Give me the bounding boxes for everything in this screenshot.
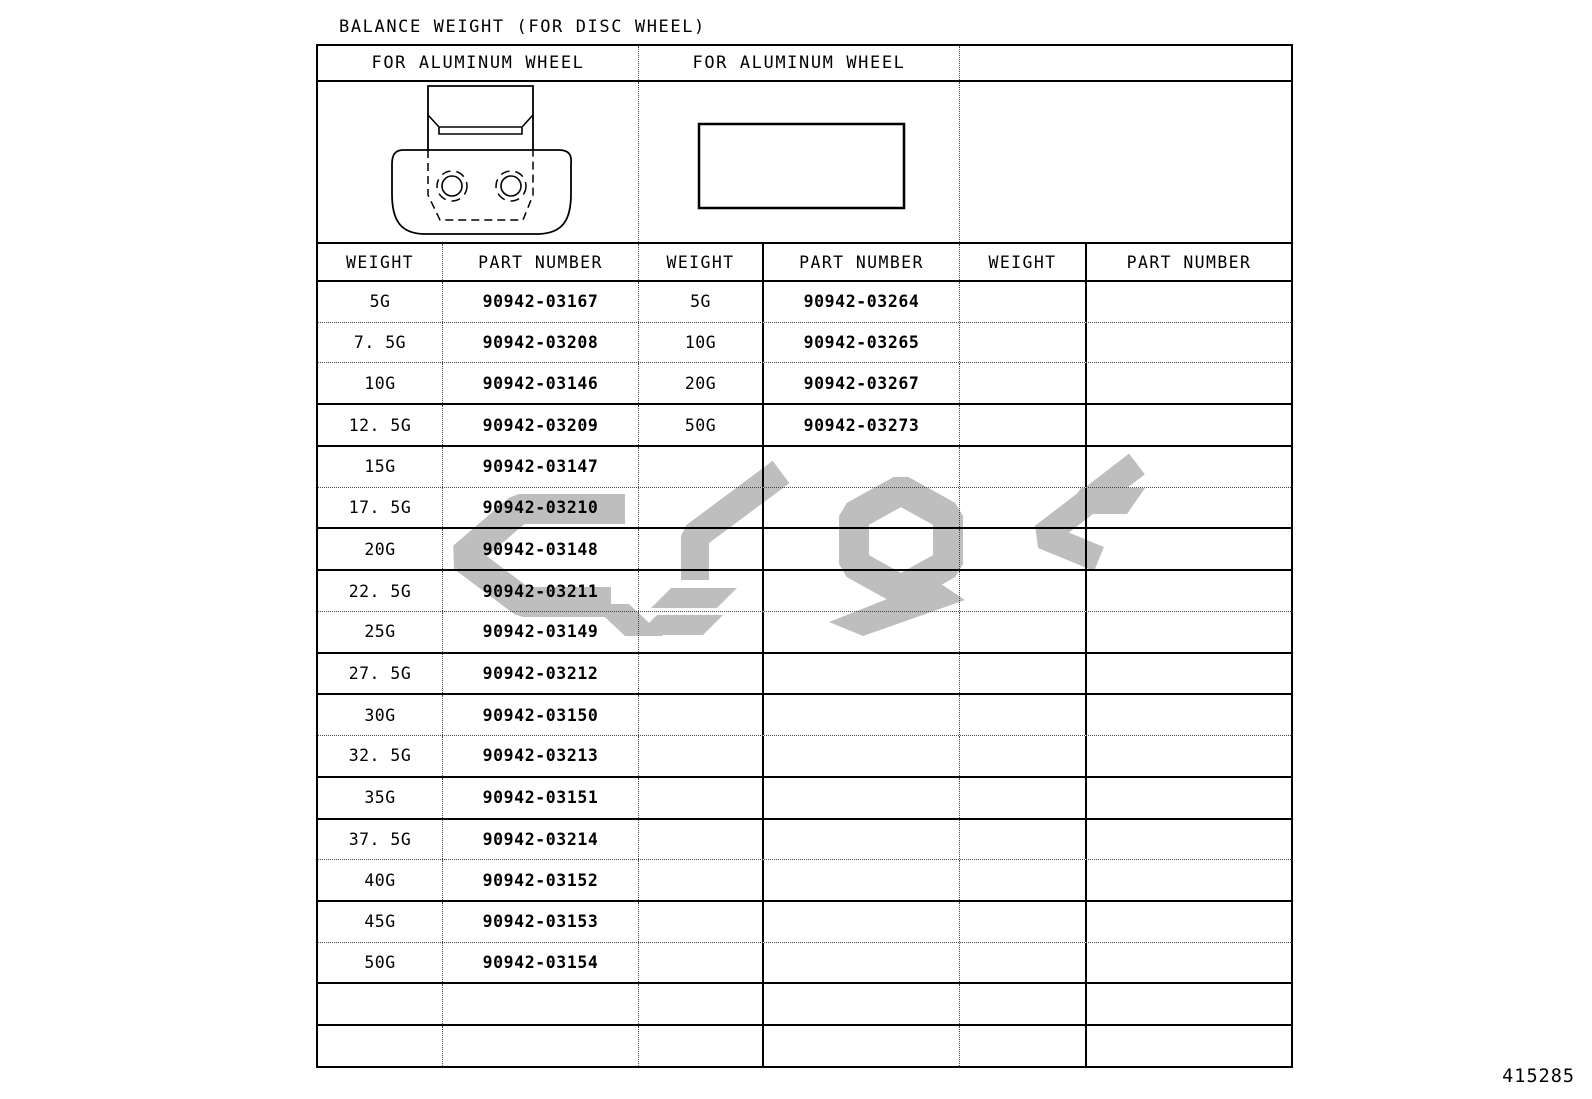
weight-cell bbox=[960, 943, 1087, 983]
weight-cell bbox=[318, 860, 443, 900]
table-row bbox=[318, 776, 1291, 818]
part-number-cell bbox=[1087, 612, 1291, 652]
part-number-value: 90942-03148 bbox=[482, 539, 599, 559]
weight-column-header bbox=[639, 244, 764, 280]
weight-value: 15G bbox=[364, 457, 396, 477]
column-header-band bbox=[318, 242, 1291, 280]
table-row bbox=[318, 859, 1291, 900]
weight-value: 32. 5G bbox=[348, 746, 412, 766]
table-row bbox=[318, 322, 1291, 363]
column-header-label: WEIGHT bbox=[345, 252, 414, 272]
weight-value: 20G bbox=[364, 539, 396, 559]
table-row bbox=[318, 652, 1291, 694]
weight-cell bbox=[960, 984, 1087, 1024]
weight-cell bbox=[639, 282, 764, 322]
part-number-cell bbox=[1087, 363, 1291, 403]
weight-cell bbox=[318, 363, 443, 403]
part-number-cell bbox=[1087, 943, 1291, 983]
part-number-value: 90942-03154 bbox=[482, 953, 599, 973]
part-number-cell bbox=[443, 363, 639, 403]
part-number-cell bbox=[1087, 860, 1291, 900]
weight-cell bbox=[318, 695, 443, 735]
weight-value: 5G bbox=[369, 292, 391, 312]
weight-cell bbox=[960, 529, 1087, 569]
part-number-cell bbox=[443, 323, 639, 363]
part-number-cell bbox=[1087, 984, 1291, 1024]
weight-value: 20G bbox=[684, 373, 717, 393]
group-header-1 bbox=[639, 46, 960, 80]
part-number-cell bbox=[443, 529, 639, 569]
group-header-2 bbox=[960, 46, 1291, 80]
part-number-column-header bbox=[764, 244, 960, 280]
part-number-cell bbox=[764, 363, 960, 403]
part-number-value: 90942-03152 bbox=[482, 870, 599, 890]
weight-cell bbox=[639, 323, 764, 363]
parts-table bbox=[316, 44, 1293, 1068]
part-number-cell bbox=[764, 736, 960, 776]
part-number-value: 90942-03265 bbox=[803, 333, 920, 353]
weight-value: 50G bbox=[684, 415, 717, 435]
part-number-cell bbox=[1087, 571, 1291, 611]
weight-cell bbox=[318, 1026, 443, 1066]
weight-value: 35G bbox=[364, 788, 396, 808]
part-number-cell bbox=[443, 282, 639, 322]
weight-cell bbox=[639, 860, 764, 900]
weight-cell bbox=[318, 984, 443, 1024]
weight-cell bbox=[318, 571, 443, 611]
weight-cell bbox=[960, 778, 1087, 818]
weight-cell bbox=[639, 778, 764, 818]
part-number-value: 90942-03147 bbox=[482, 457, 599, 477]
weight-cell bbox=[639, 902, 764, 942]
weight-cell bbox=[318, 405, 443, 445]
part-number-cell bbox=[764, 282, 960, 322]
part-number-cell bbox=[764, 529, 960, 569]
part-number-cell bbox=[443, 488, 639, 528]
part-number-cell bbox=[1087, 323, 1291, 363]
weight-value: 10G bbox=[684, 333, 717, 353]
part-number-cell bbox=[764, 323, 960, 363]
weight-cell bbox=[639, 820, 764, 860]
weight-cell bbox=[960, 363, 1087, 403]
weight-cell bbox=[639, 943, 764, 983]
table-row bbox=[318, 280, 1291, 322]
part-number-value: 90942-03211 bbox=[482, 581, 599, 601]
part-number-value: 90942-03150 bbox=[482, 705, 599, 725]
part-number-value: 90942-03267 bbox=[803, 373, 920, 393]
page-title: BALANCE WEIGHT (FOR DISC WHEEL) bbox=[339, 17, 706, 37]
part-number-cell bbox=[1087, 736, 1291, 776]
weight-cell bbox=[639, 363, 764, 403]
part-number-value: 90942-03153 bbox=[482, 912, 599, 932]
weight-cell bbox=[639, 736, 764, 776]
weight-value: 40G bbox=[364, 870, 396, 890]
part-number-cell bbox=[443, 405, 639, 445]
empty-illustration-cell bbox=[960, 82, 1291, 242]
table-row bbox=[318, 693, 1291, 735]
weight-cell bbox=[960, 612, 1087, 652]
weight-value: 7. 5G bbox=[353, 333, 407, 353]
part-number-value: 90942-03151 bbox=[482, 788, 599, 808]
weight-cell bbox=[318, 612, 443, 652]
part-number-value: 90942-03273 bbox=[803, 415, 920, 435]
weight-cell bbox=[639, 447, 764, 487]
table-row bbox=[318, 527, 1291, 569]
part-number-value: 90942-03167 bbox=[482, 292, 599, 312]
weight-cell bbox=[960, 405, 1087, 445]
weight-value: 10G bbox=[364, 373, 396, 393]
weight-cell bbox=[318, 323, 443, 363]
group-header-band bbox=[318, 46, 1291, 82]
table-row bbox=[318, 569, 1291, 611]
weight-value: 22. 5G bbox=[348, 581, 412, 601]
part-number-cell bbox=[1087, 282, 1291, 322]
group-header-0 bbox=[318, 46, 639, 80]
part-number-value: 90942-03213 bbox=[482, 746, 599, 766]
weight-cell bbox=[960, 654, 1087, 694]
weight-value: 5G bbox=[690, 292, 711, 312]
table-row bbox=[318, 362, 1291, 403]
weight-cell bbox=[318, 282, 443, 322]
weight-cell bbox=[639, 612, 764, 652]
part-number-cell bbox=[443, 654, 639, 694]
weight-cell bbox=[960, 447, 1087, 487]
part-number-value: 90942-03214 bbox=[482, 829, 599, 849]
part-number-value: 90942-03209 bbox=[482, 415, 599, 435]
part-number-value: 90942-03264 bbox=[803, 292, 920, 312]
part-number-value: 90942-03149 bbox=[482, 622, 599, 642]
part-number-cell bbox=[443, 860, 639, 900]
part-number-cell bbox=[443, 612, 639, 652]
table-row bbox=[318, 735, 1291, 776]
part-number-cell bbox=[1087, 1026, 1291, 1066]
part-number-cell bbox=[764, 860, 960, 900]
part-number-cell bbox=[1087, 778, 1291, 818]
weight-cell bbox=[639, 695, 764, 735]
weight-cell bbox=[639, 488, 764, 528]
weight-column-header bbox=[318, 244, 443, 280]
weight-value: 50G bbox=[364, 953, 396, 973]
group-header-label: FOR ALUMINUM WHEEL bbox=[371, 53, 585, 73]
column-header-label: PART NUMBER bbox=[799, 252, 924, 272]
weight-cell bbox=[960, 820, 1087, 860]
weight-cell bbox=[318, 488, 443, 528]
part-number-cell bbox=[443, 571, 639, 611]
weight-cell bbox=[318, 736, 443, 776]
part-number-cell bbox=[1087, 529, 1291, 569]
part-number-cell bbox=[764, 902, 960, 942]
weight-value: 25G bbox=[364, 622, 396, 642]
weight-cell bbox=[960, 282, 1087, 322]
part-number-value: 90942-03146 bbox=[482, 373, 599, 393]
weight-cell bbox=[639, 1026, 764, 1066]
weight-cell bbox=[318, 778, 443, 818]
part-number-cell bbox=[1087, 820, 1291, 860]
part-number-cell bbox=[764, 984, 960, 1024]
part-number-cell bbox=[443, 902, 639, 942]
part-number-cell bbox=[764, 778, 960, 818]
illustration-band bbox=[318, 82, 1291, 242]
weight-value: 37. 5G bbox=[348, 829, 412, 849]
table-row bbox=[318, 982, 1291, 1024]
stick-weight-illustration-cell bbox=[639, 82, 960, 242]
table-row bbox=[318, 403, 1291, 445]
table-row bbox=[318, 611, 1291, 652]
weight-cell bbox=[318, 529, 443, 569]
table-row bbox=[318, 942, 1291, 983]
weight-cell bbox=[639, 571, 764, 611]
weight-cell bbox=[960, 902, 1087, 942]
weight-cell bbox=[639, 984, 764, 1024]
weight-value: 45G bbox=[364, 912, 396, 932]
table-row bbox=[318, 900, 1291, 942]
weight-cell bbox=[960, 695, 1087, 735]
weight-cell bbox=[960, 1026, 1087, 1066]
part-number-cell bbox=[443, 778, 639, 818]
group-header-label: FOR ALUMINUM WHEEL bbox=[692, 53, 906, 73]
part-number-cell bbox=[764, 447, 960, 487]
weight-cell bbox=[639, 529, 764, 569]
part-number-cell bbox=[1087, 695, 1291, 735]
weight-cell bbox=[318, 820, 443, 860]
weight-cell bbox=[318, 654, 443, 694]
table-row bbox=[318, 487, 1291, 528]
part-number-value: 90942-03210 bbox=[482, 498, 599, 518]
column-header-label: PART NUMBER bbox=[1126, 252, 1252, 272]
part-number-cell bbox=[1087, 405, 1291, 445]
table-row bbox=[318, 445, 1291, 487]
part-number-cell bbox=[764, 571, 960, 611]
weight-cell bbox=[960, 736, 1087, 776]
part-number-cell bbox=[443, 695, 639, 735]
page-number: 415285 bbox=[1502, 1066, 1575, 1087]
weight-cell bbox=[960, 488, 1087, 528]
weight-cell bbox=[318, 447, 443, 487]
part-number-cell bbox=[443, 1026, 639, 1066]
part-number-cell bbox=[764, 1026, 960, 1066]
table-row bbox=[318, 818, 1291, 860]
part-number-cell bbox=[443, 984, 639, 1024]
part-number-cell bbox=[764, 820, 960, 860]
clip-weight-illustration bbox=[319, 82, 638, 242]
column-header-label: PART NUMBER bbox=[478, 252, 603, 272]
part-number-cell bbox=[764, 612, 960, 652]
part-number-column-header bbox=[1087, 244, 1291, 280]
weight-cell bbox=[318, 902, 443, 942]
part-number-cell bbox=[764, 943, 960, 983]
weight-value: 30G bbox=[364, 705, 396, 725]
part-number-cell bbox=[1087, 902, 1291, 942]
part-number-cell bbox=[443, 736, 639, 776]
part-number-value: 90942-03208 bbox=[482, 333, 599, 353]
table-row bbox=[318, 1024, 1291, 1066]
weight-cell bbox=[960, 860, 1087, 900]
clip-weight-illustration-cell bbox=[318, 82, 639, 242]
weight-cell bbox=[318, 943, 443, 983]
part-number-cell bbox=[764, 488, 960, 528]
column-header-label: WEIGHT bbox=[666, 252, 735, 272]
part-number-cell bbox=[1087, 654, 1291, 694]
weight-cell bbox=[960, 571, 1087, 611]
weight-value: 17. 5G bbox=[348, 498, 412, 518]
weight-cell bbox=[639, 654, 764, 694]
weight-cell bbox=[960, 323, 1087, 363]
weight-value: 27. 5G bbox=[348, 663, 412, 683]
weight-column-header bbox=[960, 244, 1087, 280]
part-number-cell bbox=[764, 695, 960, 735]
stick-weight-illustration bbox=[640, 82, 959, 242]
weight-cell bbox=[639, 405, 764, 445]
part-number-column-header bbox=[443, 244, 639, 280]
part-number-cell bbox=[443, 447, 639, 487]
part-number-value: 90942-03212 bbox=[482, 663, 599, 683]
part-number-cell bbox=[764, 654, 960, 694]
part-number-cell bbox=[443, 820, 639, 860]
column-header-label: WEIGHT bbox=[988, 252, 1057, 272]
table-body bbox=[318, 280, 1291, 1066]
part-number-cell bbox=[1087, 488, 1291, 528]
part-number-cell bbox=[764, 405, 960, 445]
part-number-cell bbox=[1087, 447, 1291, 487]
weight-value: 12. 5G bbox=[348, 415, 412, 435]
part-number-cell bbox=[443, 943, 639, 983]
